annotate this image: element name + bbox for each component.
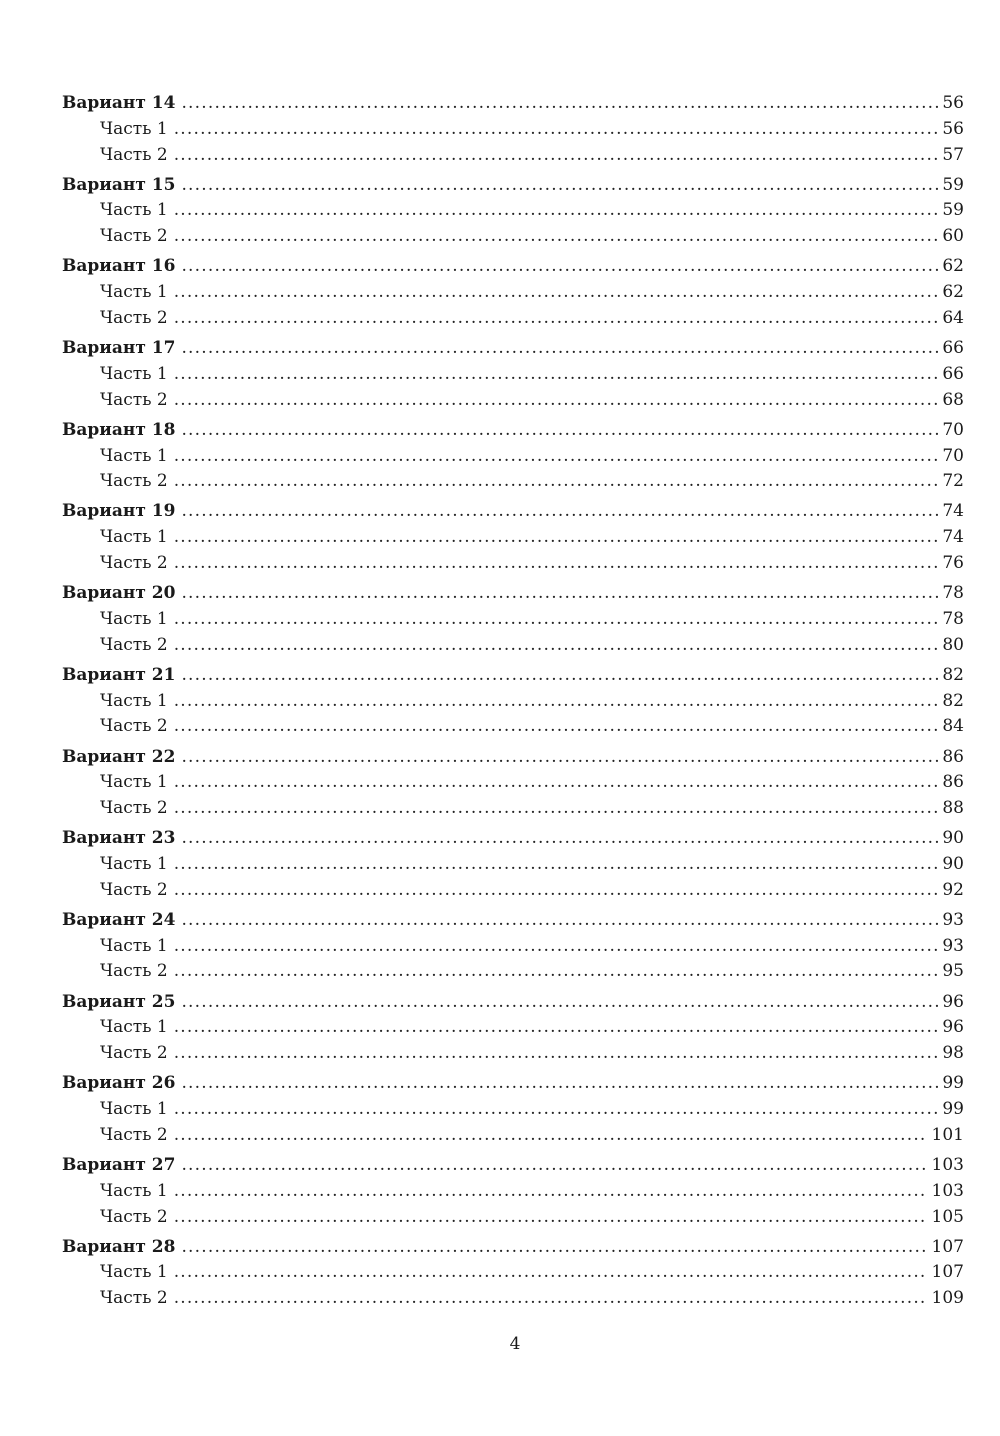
dot-leader bbox=[174, 224, 939, 250]
toc-part-row bbox=[62, 224, 964, 250]
dot-leader bbox=[174, 714, 939, 740]
toc-variant-group bbox=[62, 1235, 964, 1312]
toc-variant-row bbox=[62, 418, 964, 444]
toc-entry-label: Часть 1 bbox=[100, 1017, 168, 1038]
dot-leader bbox=[174, 689, 939, 715]
toc-variant-group bbox=[62, 1071, 964, 1148]
toc-part-row bbox=[62, 796, 964, 822]
dot-leader bbox=[181, 1235, 927, 1261]
toc-entry-page: 59 bbox=[942, 174, 964, 195]
dot-leader bbox=[174, 117, 939, 143]
toc-variant-group bbox=[62, 336, 964, 413]
toc-entry-page: 107 bbox=[931, 1262, 964, 1283]
toc-entry-label: Часть 2 bbox=[100, 634, 168, 655]
toc-entry-page: 86 bbox=[942, 746, 964, 767]
toc-variant-row bbox=[62, 581, 964, 607]
toc-part-row bbox=[62, 1260, 964, 1286]
toc-variant-row bbox=[62, 91, 964, 117]
dot-leader bbox=[181, 336, 938, 362]
toc-entry-page: 84 bbox=[942, 716, 964, 737]
toc-entry-label: Часть 2 bbox=[100, 1288, 168, 1309]
toc-entry-label: Часть 1 bbox=[100, 527, 168, 548]
toc-variant-group bbox=[62, 418, 964, 495]
toc-variant-row bbox=[62, 1153, 964, 1179]
dot-leader bbox=[174, 1286, 928, 1312]
dot-leader bbox=[181, 418, 938, 444]
dot-leader bbox=[174, 1260, 928, 1286]
toc-part-row bbox=[62, 551, 964, 577]
dot-leader bbox=[174, 1205, 928, 1231]
toc-entry-page: 86 bbox=[942, 772, 964, 793]
toc-entry-label: Вариант 19 bbox=[62, 501, 176, 522]
toc-part-row bbox=[62, 607, 964, 633]
toc-entry-page: 103 bbox=[931, 1154, 964, 1175]
toc-entry-label: Часть 1 bbox=[100, 118, 168, 139]
toc-entry-label: Часть 2 bbox=[100, 471, 168, 492]
dot-leader bbox=[174, 388, 939, 414]
toc-entry-page: 74 bbox=[942, 527, 964, 548]
toc-entry-label: Вариант 14 bbox=[62, 93, 176, 113]
dot-leader bbox=[174, 959, 939, 985]
toc-part-row bbox=[62, 1286, 964, 1312]
toc-entry-label: Часть 1 bbox=[100, 363, 168, 384]
toc-entry-page: 109 bbox=[931, 1288, 964, 1309]
toc-part-row bbox=[62, 633, 964, 659]
dot-leader bbox=[181, 663, 938, 689]
dot-leader bbox=[174, 362, 939, 388]
toc-entry-page: 74 bbox=[942, 501, 964, 522]
toc-entry-page: 57 bbox=[942, 144, 964, 165]
toc-part-row bbox=[62, 143, 964, 169]
toc-entry-label: Вариант 24 bbox=[62, 909, 176, 930]
toc-entry-page: 56 bbox=[942, 118, 964, 139]
toc-entry-label: Часть 1 bbox=[100, 282, 168, 303]
toc-variant-row bbox=[62, 336, 964, 362]
toc-variant-row bbox=[62, 1071, 964, 1097]
toc-entry-page: 66 bbox=[942, 338, 964, 359]
toc-entry-page: 78 bbox=[942, 608, 964, 629]
toc-entry-label: Часть 2 bbox=[100, 798, 168, 819]
toc-entry-label: Часть 2 bbox=[100, 307, 168, 328]
toc-entry-label: Вариант 20 bbox=[62, 583, 176, 604]
toc-entry-page: 96 bbox=[942, 991, 964, 1012]
toc-entry-page: 92 bbox=[942, 879, 964, 900]
toc-entry-page: 62 bbox=[942, 256, 964, 277]
toc-entry-label: Часть 1 bbox=[100, 853, 168, 874]
toc-part-row bbox=[62, 959, 964, 985]
toc-part-row bbox=[62, 934, 964, 960]
toc-entry-page: 99 bbox=[942, 1099, 964, 1120]
toc-entry-page: 82 bbox=[942, 690, 964, 711]
dot-leader bbox=[174, 280, 939, 306]
dot-leader bbox=[174, 796, 939, 822]
toc-variant-row bbox=[62, 254, 964, 280]
dot-leader bbox=[174, 607, 939, 633]
toc-entry-label: Часть 2 bbox=[100, 226, 168, 247]
toc-entry-label: Вариант 21 bbox=[62, 664, 176, 685]
dot-leader bbox=[181, 908, 938, 934]
toc-part-row bbox=[62, 469, 964, 495]
toc-entry-label: Часть 1 bbox=[100, 935, 168, 956]
toc-entry-label: Вариант 28 bbox=[62, 1236, 176, 1257]
toc-entry-page: 90 bbox=[942, 853, 964, 874]
toc-entry-page: 103 bbox=[931, 1180, 964, 1201]
toc-entry-label: Часть 2 bbox=[100, 1206, 168, 1227]
toc-entry-label: Вариант 27 bbox=[62, 1154, 176, 1175]
toc-entry-page: 62 bbox=[942, 282, 964, 303]
toc-part-row bbox=[62, 444, 964, 470]
dot-leader bbox=[181, 990, 938, 1016]
toc-part-row bbox=[62, 1123, 964, 1149]
toc-entry-page: 93 bbox=[942, 935, 964, 956]
toc-entry-label: Вариант 25 bbox=[62, 991, 176, 1012]
toc-part-row bbox=[62, 388, 964, 414]
toc-entry-page: 105 bbox=[931, 1206, 964, 1227]
dot-leader bbox=[181, 826, 938, 852]
toc-entry-label: Часть 1 bbox=[100, 445, 168, 466]
toc-entry-label: Вариант 17 bbox=[62, 338, 176, 359]
dot-leader bbox=[174, 1179, 928, 1205]
toc-part-row bbox=[62, 280, 964, 306]
toc-entry-page: 90 bbox=[942, 828, 964, 849]
toc-variant-group bbox=[62, 581, 964, 658]
toc-entry-page: 82 bbox=[942, 664, 964, 685]
toc-variant-group bbox=[62, 663, 964, 740]
dot-leader bbox=[181, 173, 938, 199]
dot-leader bbox=[174, 306, 939, 332]
toc-entry-page: 93 bbox=[942, 909, 964, 930]
toc-variant-row bbox=[62, 908, 964, 934]
toc-variant-group bbox=[62, 745, 964, 822]
toc-entry-page: 56 bbox=[942, 93, 964, 113]
toc-variant-row bbox=[62, 826, 964, 852]
toc-entry-label: Часть 1 bbox=[100, 690, 168, 711]
toc-variant-row bbox=[62, 990, 964, 1016]
toc-entry-page: 60 bbox=[942, 226, 964, 247]
toc-entry-label: Часть 2 bbox=[100, 144, 168, 165]
dot-leader bbox=[174, 551, 939, 577]
toc-entry-label: Часть 1 bbox=[100, 608, 168, 629]
page-number: 4 bbox=[509, 1334, 521, 1354]
toc-entry-page: 76 bbox=[942, 553, 964, 574]
toc-part-row bbox=[62, 362, 964, 388]
toc-variant-group bbox=[62, 826, 964, 903]
toc-entry-page: 78 bbox=[942, 583, 964, 604]
toc-entry-label: Часть 1 bbox=[100, 200, 168, 221]
toc-entry-page: 72 bbox=[942, 471, 964, 492]
toc-entry-label: Часть 1 bbox=[100, 1180, 168, 1201]
toc-entry-label: Часть 2 bbox=[100, 553, 168, 574]
dot-leader bbox=[174, 1097, 939, 1123]
toc-entry-label: Часть 1 bbox=[100, 1262, 168, 1283]
toc-variant-group bbox=[62, 254, 964, 331]
dot-leader bbox=[174, 770, 939, 796]
toc-part-row bbox=[62, 1205, 964, 1231]
toc-entry-page: 70 bbox=[942, 419, 964, 440]
toc-entry-page: 66 bbox=[942, 363, 964, 384]
toc-entry-label: Часть 2 bbox=[100, 961, 168, 982]
toc-entry-label: Вариант 15 bbox=[62, 174, 176, 195]
toc-variant-group bbox=[62, 499, 964, 576]
toc-part-row bbox=[62, 198, 964, 224]
toc-part-row bbox=[62, 689, 964, 715]
toc-part-row bbox=[62, 1015, 964, 1041]
toc-entry-label: Вариант 18 bbox=[62, 419, 176, 440]
dot-leader bbox=[174, 633, 939, 659]
dot-leader bbox=[174, 852, 939, 878]
toc-part-row bbox=[62, 117, 964, 143]
dot-leader bbox=[174, 469, 939, 495]
dot-leader bbox=[174, 444, 939, 470]
toc-entry-label: Вариант 26 bbox=[62, 1073, 176, 1094]
toc-entry-label: Вариант 16 bbox=[62, 256, 176, 277]
toc-entry-label: Часть 2 bbox=[100, 1043, 168, 1064]
toc-part-row bbox=[62, 1097, 964, 1123]
dot-leader bbox=[174, 934, 939, 960]
toc-part-row bbox=[62, 770, 964, 796]
toc-entry-label: Часть 1 bbox=[100, 772, 168, 793]
toc-entry-page: 107 bbox=[931, 1236, 964, 1257]
toc-part-row bbox=[62, 1041, 964, 1067]
toc-variant-row bbox=[62, 1235, 964, 1261]
dot-leader bbox=[174, 525, 939, 551]
toc-entry-page: 96 bbox=[942, 1017, 964, 1038]
toc-variant-group bbox=[62, 990, 964, 1067]
dot-leader bbox=[181, 581, 938, 607]
toc-part-row bbox=[62, 525, 964, 551]
toc-variant-row bbox=[62, 499, 964, 525]
toc-part-row bbox=[62, 1179, 964, 1205]
toc-entry-page: 80 bbox=[942, 634, 964, 655]
toc-entry-page: 98 bbox=[942, 1043, 964, 1064]
toc-variant-group bbox=[62, 91, 964, 168]
dot-leader bbox=[181, 745, 938, 771]
toc-entry-page: 70 bbox=[942, 445, 964, 466]
toc-entry-label: Часть 2 bbox=[100, 879, 168, 900]
table-of-contents bbox=[62, 91, 964, 1316]
toc-variant-row bbox=[62, 663, 964, 689]
dot-leader bbox=[181, 499, 938, 525]
toc-entry-label: Вариант 22 bbox=[62, 746, 176, 767]
toc-variant-group bbox=[62, 908, 964, 985]
dot-leader bbox=[181, 1071, 938, 1097]
toc-entry-page: 101 bbox=[931, 1124, 964, 1145]
toc-variant-group bbox=[62, 173, 964, 250]
dot-leader bbox=[181, 91, 938, 117]
toc-entry-page: 95 bbox=[942, 961, 964, 982]
toc-variant-group bbox=[62, 1153, 964, 1230]
toc-entry-page: 68 bbox=[942, 389, 964, 410]
dot-leader bbox=[174, 1123, 928, 1149]
toc-entry-label: Часть 2 bbox=[100, 389, 168, 410]
toc-part-row bbox=[62, 878, 964, 904]
toc-entry-page: 99 bbox=[942, 1073, 964, 1094]
dot-leader bbox=[181, 1153, 927, 1179]
dot-leader bbox=[181, 254, 938, 280]
toc-part-row bbox=[62, 714, 964, 740]
dot-leader bbox=[174, 198, 939, 224]
toc-variant-row bbox=[62, 745, 964, 771]
dot-leader bbox=[174, 1015, 939, 1041]
toc-variant-row bbox=[62, 173, 964, 199]
toc-entry-label: Вариант 23 bbox=[62, 828, 176, 849]
dot-leader bbox=[174, 1041, 939, 1067]
toc-part-row bbox=[62, 306, 964, 332]
toc-entry-label: Часть 2 bbox=[100, 716, 168, 737]
toc-entry-label: Часть 1 bbox=[100, 1099, 168, 1120]
toc-entry-page: 88 bbox=[942, 798, 964, 819]
toc-part-row bbox=[62, 852, 964, 878]
toc-entry-page: 64 bbox=[942, 307, 964, 328]
toc-entry-label: Часть 2 bbox=[100, 1124, 168, 1145]
toc-entry-page: 59 bbox=[942, 200, 964, 221]
dot-leader bbox=[174, 143, 939, 169]
dot-leader bbox=[174, 878, 939, 904]
